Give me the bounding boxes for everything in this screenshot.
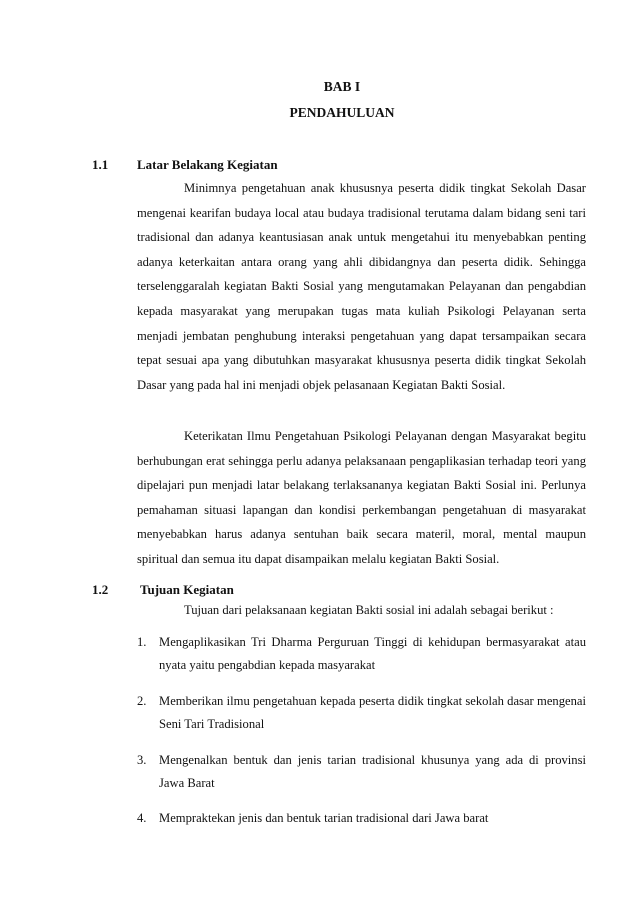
section-title: Latar Belakang Kegiatan	[137, 157, 278, 172]
list-item	[137, 631, 586, 676]
list-item-number: 2.	[137, 694, 147, 708]
list-item-text: Mengenalkan bentuk dan jenis tarian tradisional khusunya yang ada di provinsi Jawa Barat	[159, 753, 586, 790]
section-number: 1.2	[92, 582, 109, 597]
list-item-text: Mempraktekan jenis dan bentuk tarian tradisional dari Jawa barat	[159, 811, 489, 825]
chapter-title: PENDAHULUAN	[289, 105, 395, 120]
paragraph: Minimnya pengetahuan anak khususnya peserta didik tingkat Sekolah Dasar mengenai kearifan budaya local atau budaya tradisional terutama dalam bidang seni tari tradisional dan adanya keantusiasan anak untuk mengetahui itu menyebabkan penting adanya keterkaitan antara orang yang ahli dibidangnya dan peserta didik. Sehingga terselenggaralah kegiatan Bakti Sosial yang mengutamakan Pelayanan dan pengabdian kepada masyarakat yang merupakan tugas mata kuliah Psikologi Pelayanan serta menjadi jembatan penghubung interaksi pengetahuan yang dapat tersampaikan secara tepat sesuai apa yang dibutuhkan masyarakat khususnya peserta didik tingkat Sekolah Dasar yang pada hal ini menjadi objek pelasanaan Kegiatan Bakti Sosial.	[137, 181, 586, 392]
list-item-number: 3.	[137, 753, 147, 767]
list-item	[137, 749, 586, 794]
list-item	[137, 690, 586, 735]
chapter-number: BAB I	[323, 79, 361, 94]
section-number: 1.1	[92, 157, 109, 172]
list-item-number: 1.	[137, 635, 147, 649]
section-title: Tujuan Kegiatan	[140, 582, 234, 597]
list-item-text: Mengaplikasikan Tri Dharma Perguruan Tinggi di kehidupan bermasyarakat atau nyata yaitu pengabdian kepada masyarakat	[159, 635, 586, 672]
paragraph: Tujuan dari pelaksanaan kegiatan Bakti sosial ini adalah sebagai berikut :	[184, 603, 554, 617]
list-item-number: 4.	[137, 811, 147, 825]
list-item	[137, 807, 586, 830]
list-item-text: Memberikan ilmu pengetahuan kepada peserta didik tingkat sekolah dasar mengenai Seni Tari Tradisional	[159, 694, 586, 731]
paragraph: Keterikatan Ilmu Pengetahuan Psikologi Pelayanan dengan Masyarakat begitu berhubungan erat sehingga perlu adanya pelaksanaan pengaplikasian terhadap teori yang dipelajari pun menjadi latar belakang terlaksananya kegiatan Bakti Sosial ini. Perlunya pemahaman situasi lapangan dan kondisi perkembangan pengetahuan di masyarakat menyebabkan harus adanya sentuhan baik secara materil, moral, mental maupun spiritual dan semua itu dapat disampaikan melalu kegiatan Bakti Sosial.	[137, 429, 586, 566]
